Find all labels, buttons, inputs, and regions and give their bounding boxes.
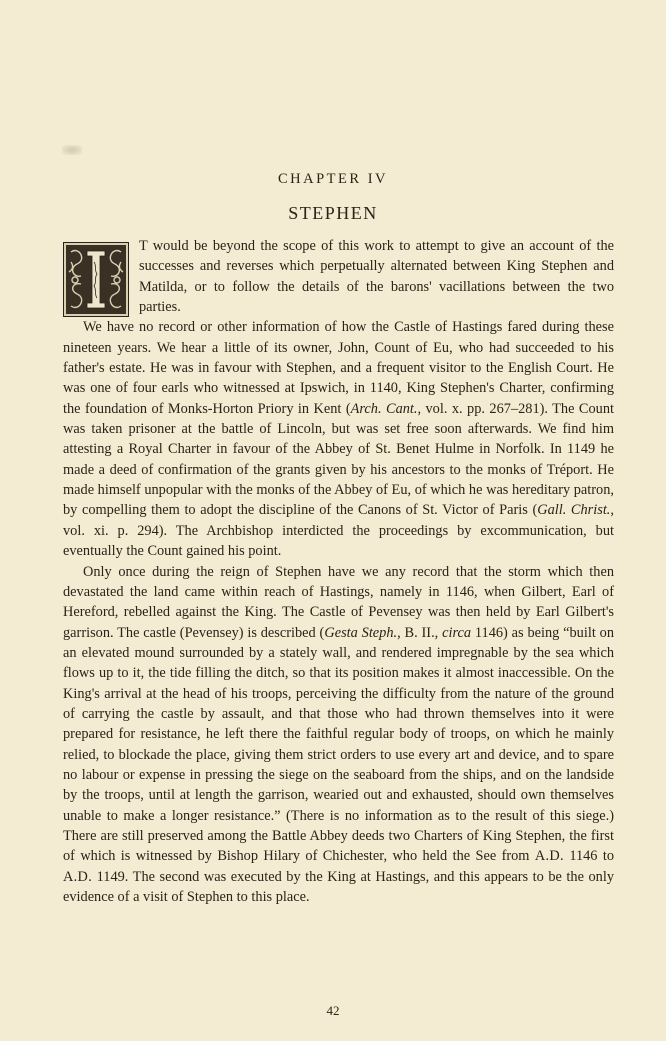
ornamental-dropcap-icon	[63, 242, 129, 317]
paper-smudge	[62, 145, 82, 155]
chapter-title: STEPHEN	[288, 203, 378, 223]
paragraph-2: We have no record or other information of how the Castle of Hastings fared during these nineteen years. We hear a little of its owner, John, Count of Eu, who had succeeded to his father's estate. He was in favour with Stephen, and a frequent visitor to the English Court. He was one of four earls who witnessed at Ipswich, in 1140, King Stephen's Charter, confirming the foundation of Monks-Horton Priory in Kent (Arch. Cant., vol. x. pp. 267–281). The Count was taken prisoner at the battle of Lincoln, but was set free soon afterwards. We find him attesting a Royal Charter in favour of the Abbey of St. Benet Hulme in Norfolk. In 1149 he made a deed of confirmation of the grants given by his ancestors to the monks of Tréport. He made himself unpopular with the monks of the Abbey of Eu, of which he was hereditary patron, by compelling them to adopt the discipline of the Canons of St. Victor of Paris (Gall. Christ., vol. xi. p. 294). The Archbishop interdicted the proceedings by excommunication, but eventually the Count gained his point.	[63, 319, 614, 560]
citation-gall-christ: Gall. Christ.	[537, 502, 611, 519]
paragraph-3: Only once during the reign of Stephen have we any record that the storm which then devastated the land came within reach of Hastings, namely in 1146, when Gilbert, Earl of Hereford, rebelled against the King. The Castle of Pevensey was then held by Earl Gilbert's garrison. The castle (Pevensey) is described (Gesta Steph., B. II., circa 1146) as being “built on an elevated mound surrounded by a stately wall, and rendered impregnable by the sea which flows up to it, the tide filling the ditch, so that its position makes it almost inaccessible. On the King's arrival at the head of his troops, perceiving the difficulty from the nature of the ground of carrying the castle by assault, and that those who had thrown themselves into it were prepared for resistance, he left there the faithful regular body of troops, on which he mainly relied, to blockade the place, giving them strict orders to use every art and device, and to spare no labour or expense in pressing the siege on the seaboard from the ships, and on the landside by the troops, until at length the garrison, wearied out and exhausted, should own themselves unable to make a longer resistance.” (There is no information as to the result of this siege.) There are still preserved among the Battle Abbey deeds two Charters of King Stephen, the first of which is witnessed by Bishop Hilary of Chichester, who held the See from A.D. 1146 to A.D. 1149. The second was executed by the King at Hastings, and this appears to be the only evidence of a visit of Stephen to this place.	[63, 563, 614, 905]
citation-arch-cant: Arch. Cant.	[350, 400, 418, 417]
era-abbreviation: A.D.	[63, 868, 93, 885]
chapter-body	[63, 236, 614, 907]
chapter-number: CHAPTER IV	[278, 171, 388, 187]
page-number: 42	[326, 1003, 340, 1018]
citation-gesta-steph: Gesta Steph.	[324, 624, 398, 641]
era-abbreviation: A.D.	[534, 848, 564, 865]
paragraph-1: T would be beyond the scope of this work to attempt to give an account of the successes and reverses which perpetually alternated between King Stephen and Matilda, or to follow the details of the barons' vacillations between the two parties.	[63, 236, 614, 317]
citation-circa: circa	[442, 624, 472, 641]
